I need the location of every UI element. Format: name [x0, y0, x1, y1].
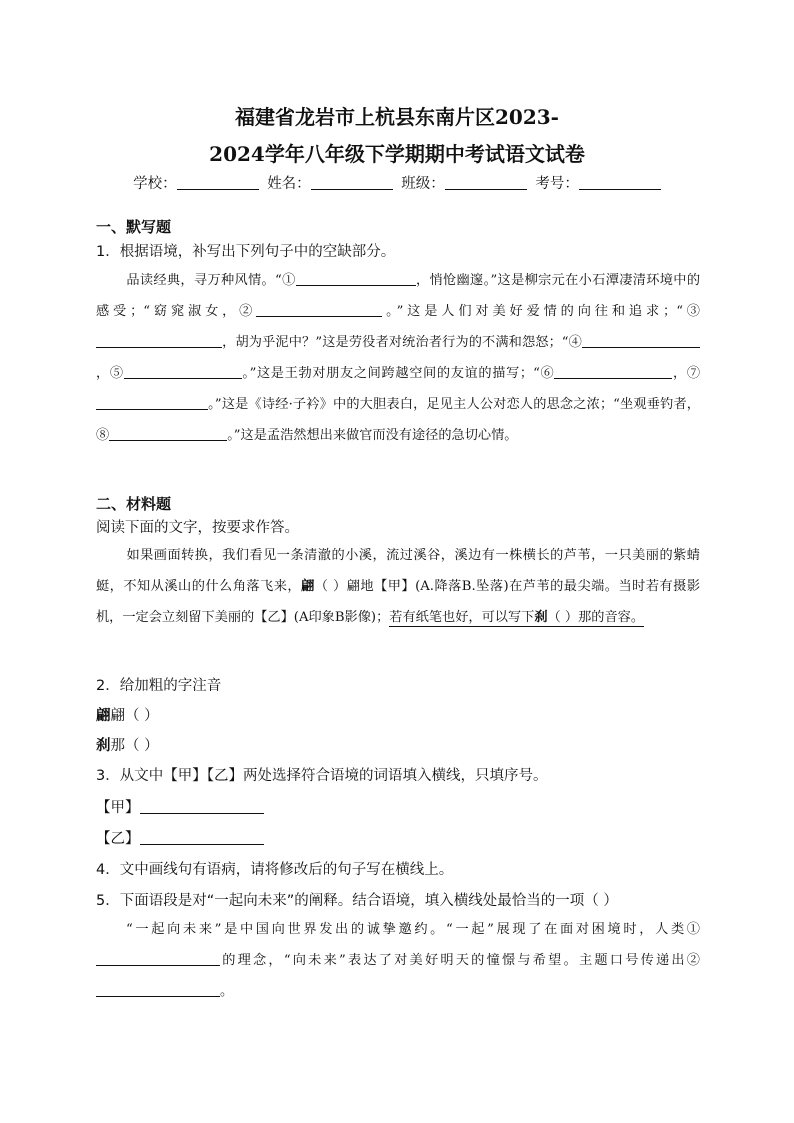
q2-item-a: 翩翩（ ） [96, 708, 159, 724]
answer-blank-5[interactable] [124, 364, 242, 379]
q5-blank-2[interactable] [96, 982, 220, 997]
answer-blank-1[interactable] [296, 271, 416, 286]
bold-char-cha: 刹 [534, 610, 548, 625]
name-label: 姓名： [267, 176, 311, 192]
class-label: 班级： [401, 176, 445, 192]
answer-blank-6[interactable] [554, 364, 672, 379]
answer-blank-7[interactable] [96, 395, 208, 410]
school-field[interactable] [177, 175, 259, 190]
underlined-sentence: 若有纸笔也好，可以写下刹（ ）那的音容。 [389, 610, 645, 625]
exam-no-label: 考号： [535, 176, 579, 192]
q5-prompt: 5．下面语段是对“一起向未来”的阐释。结合语境，填入横线处最恰当的一项（ ） [96, 893, 618, 909]
answer-blank-2[interactable] [256, 302, 382, 317]
section1-heading: 一、默写题 [96, 218, 172, 236]
q5-passage: “一起向未来”是中国向世界发出的诚挚邀约。“一起”展现了在面对困境时，人类①的理念，“向未来”表达了对美好明天的憧憬与希望。主题口号传递出②。 [96, 914, 700, 1007]
q5-blank-1[interactable] [96, 951, 220, 966]
school-label: 学校： [133, 176, 177, 192]
section2-intro: 阅读下面的文字，按要求作答。 [96, 520, 299, 536]
exam-title-line1: 福建省龙岩市上杭县东南片区2023- [235, 105, 559, 129]
q4-prompt: 4．文中画线句有语病，请将修改后的句子写在横线上。 [96, 862, 454, 878]
section2-heading: 二、材料题 [96, 495, 172, 513]
answer-blank-8[interactable] [109, 426, 227, 441]
class-field[interactable] [445, 175, 527, 190]
bold-char-pian: 翩 [301, 579, 315, 594]
exam-no-field[interactable] [579, 175, 661, 190]
material-passage: 如果画面转换，我们看见一条清澈的小溪，流过溪谷，溪边有一株横长的芦苇，一只美丽的紫蜻蜓，不知从溪山的什么角落飞来，翩（ ）翩地【甲】(A.降落B.坠落)在芦苇的最尖端。当时若有摄影机，一定会立刻留下美丽的【乙】(A印象B影像)；若有纸笔也好，可以写下刹（ ）那的音容。 [96, 548, 701, 625]
student-info-row [0, 172, 794, 193]
q3-jia-row: 【甲】 [96, 796, 264, 817]
q3-yi-blank[interactable] [140, 830, 264, 845]
q3-yi-row: 【乙】 [96, 827, 264, 848]
q1-passage: 品读经典，寻万种风情。“① ，悄怆幽邃。”这是柳宗元在小石潭凄清环境中的感受；“窈窕淑女，② 。”这是人们对美好爱情的向往和追求；“③，胡为乎泥中？”这是劳役者对统治者行为的不满和怨怒；“④，⑤ 。”这是王勃对朋友之间跨越空间的友谊的描写；“⑥ ，⑦。”这是《诗经·子衿》中的大胆表白，足见主人公对恋人的思念之浓；“坐观垂钓者，⑧ 。”这是孟浩然想出来做官而没有途径的急切心情。 [96, 273, 701, 443]
q3-jia-blank[interactable] [140, 799, 264, 814]
answer-blank-3[interactable] [96, 333, 222, 348]
q2-prompt: 2．给加粗的字注音 [96, 678, 222, 694]
q1-prompt: 1．根据语境，补写出下列句子中的空缺部分。 [96, 244, 396, 260]
answer-blank-4[interactable] [582, 333, 700, 348]
q2-item-b: 刹那（ ） [96, 738, 159, 754]
exam-title-line2: 2024学年八年级下学期期中考试语文试卷 [209, 142, 585, 166]
name-field[interactable] [311, 175, 393, 190]
q3-prompt: 3．从文中【甲】【乙】两处选择符合语境的词语填入横线，只填序号。 [96, 768, 548, 784]
